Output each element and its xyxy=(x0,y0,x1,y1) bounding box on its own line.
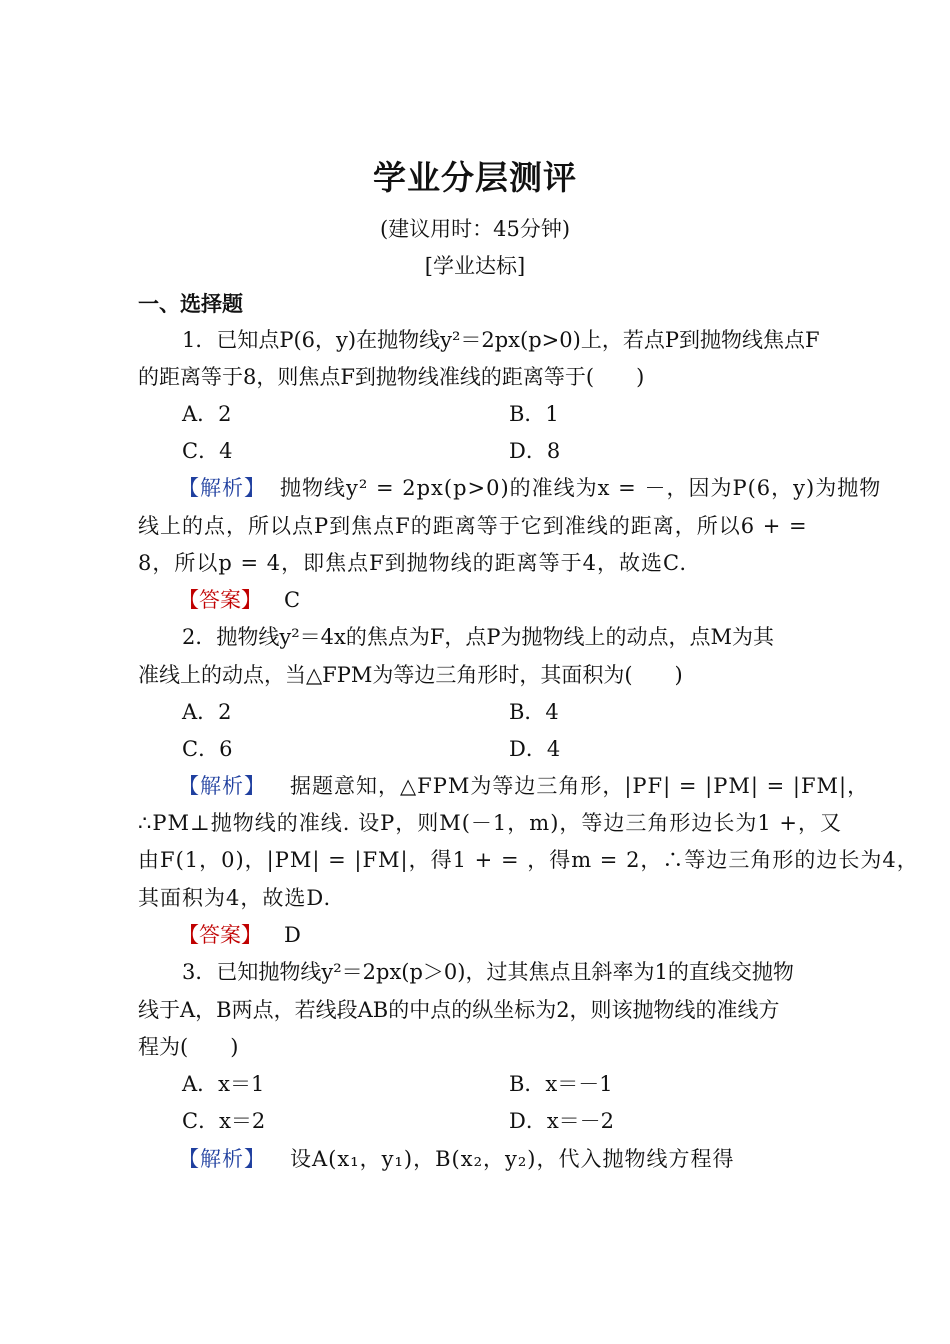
q1-solution-line2: 线上的点，所以点P到焦点F的距离等于它到准线的距离，所以6 + = xyxy=(138,514,808,538)
q2-solution-line3: 由F(1，0)，|PM| = |FM|，得1 + = ，得m = 2，∴等边三角形的边长为4， xyxy=(138,848,919,872)
q1-option-d: D．8 xyxy=(509,439,561,463)
q1-answer: 【答案】 C xyxy=(178,588,301,612)
q2-solution-line4: 其面积为4，故选D. xyxy=(138,886,332,910)
q2-solution-line1: 【解析】 据题意知，△FPM为等边三角形，|PF| = |PM| = |FM|， xyxy=(178,774,870,798)
q3-option-d: D．x＝－2 xyxy=(509,1109,615,1133)
q3-option-c: C．x＝2 xyxy=(182,1109,266,1133)
q1-answer-tag: 【答案】 xyxy=(178,588,262,612)
q1-option-b: B．1 xyxy=(509,402,559,426)
q2-option-d: D．4 xyxy=(509,737,561,761)
q3-option-a: A．x＝1 xyxy=(182,1072,265,1096)
q1-option-a: A．2 xyxy=(182,402,232,426)
level-heading: [学业达标] xyxy=(424,254,526,278)
q3-stem-line2: 线于A，B两点，若线段AB的中点的纵坐标为2，则该抛物线的准线方 xyxy=(138,998,780,1022)
page-title: 学业分层测评 xyxy=(373,158,577,197)
q2-solution-line2: ∴PM⊥抛物线的准线. 设P，则M(－1，m)，等边三角形边长为1 +，又 xyxy=(138,811,843,835)
q3-stem-line3: 程为( ) xyxy=(138,1035,239,1059)
q2-answer-tag: 【答案】 xyxy=(178,923,262,947)
q1-solution-line3: 8，所以p = 4，即焦点F到抛物线的距离等于4，故选C. xyxy=(138,551,688,575)
q2-answer: 【答案】 D xyxy=(178,923,301,947)
q1-stem-line2: 的距离等于8，则焦点F到抛物线准线的距离等于( ) xyxy=(138,365,645,389)
q3-stem-line1: 3．已知抛物线y²＝2px(p＞0)，过其焦点且斜率为1的直线交抛物 xyxy=(182,960,794,984)
q2-stem-line1: 2．抛物线y²＝4x的焦点为F，点P为抛物线上的动点，点M为其 xyxy=(182,625,775,649)
section-heading: 一、选择题 xyxy=(138,292,243,316)
q3-solution-tag: 【解析】 xyxy=(178,1147,266,1171)
q1-solution-tag: 【解析】 xyxy=(178,476,266,500)
time-note: (建议用时：45分钟) xyxy=(379,217,571,241)
q2-solution-tag: 【解析】 xyxy=(178,774,266,798)
q2-option-a: A．2 xyxy=(182,700,232,724)
q2-stem-line2: 准线上的动点，当△FPM为等边三角形时，其面积为( ) xyxy=(138,663,683,687)
q1-option-c: C．4 xyxy=(182,439,233,463)
q2-option-b: B．4 xyxy=(509,700,559,724)
q2-option-c: C．6 xyxy=(182,737,233,761)
q1-solution-line1: 【解析】 抛物线y² = 2px(p>0)的准线为x = －，因为P(6，y)为抛物 xyxy=(178,476,882,500)
q3-option-b: B．x＝－1 xyxy=(509,1072,613,1096)
q3-solution-line1: 【解析】 设A(x₁，y₁)，B(x₂，y₂)，代入抛物线方程得 xyxy=(178,1147,735,1171)
q1-stem-line1: 1．已知点P(6，y)在抛物线y²＝2px(p>0)上，若点P到抛物线焦点F xyxy=(182,328,820,352)
